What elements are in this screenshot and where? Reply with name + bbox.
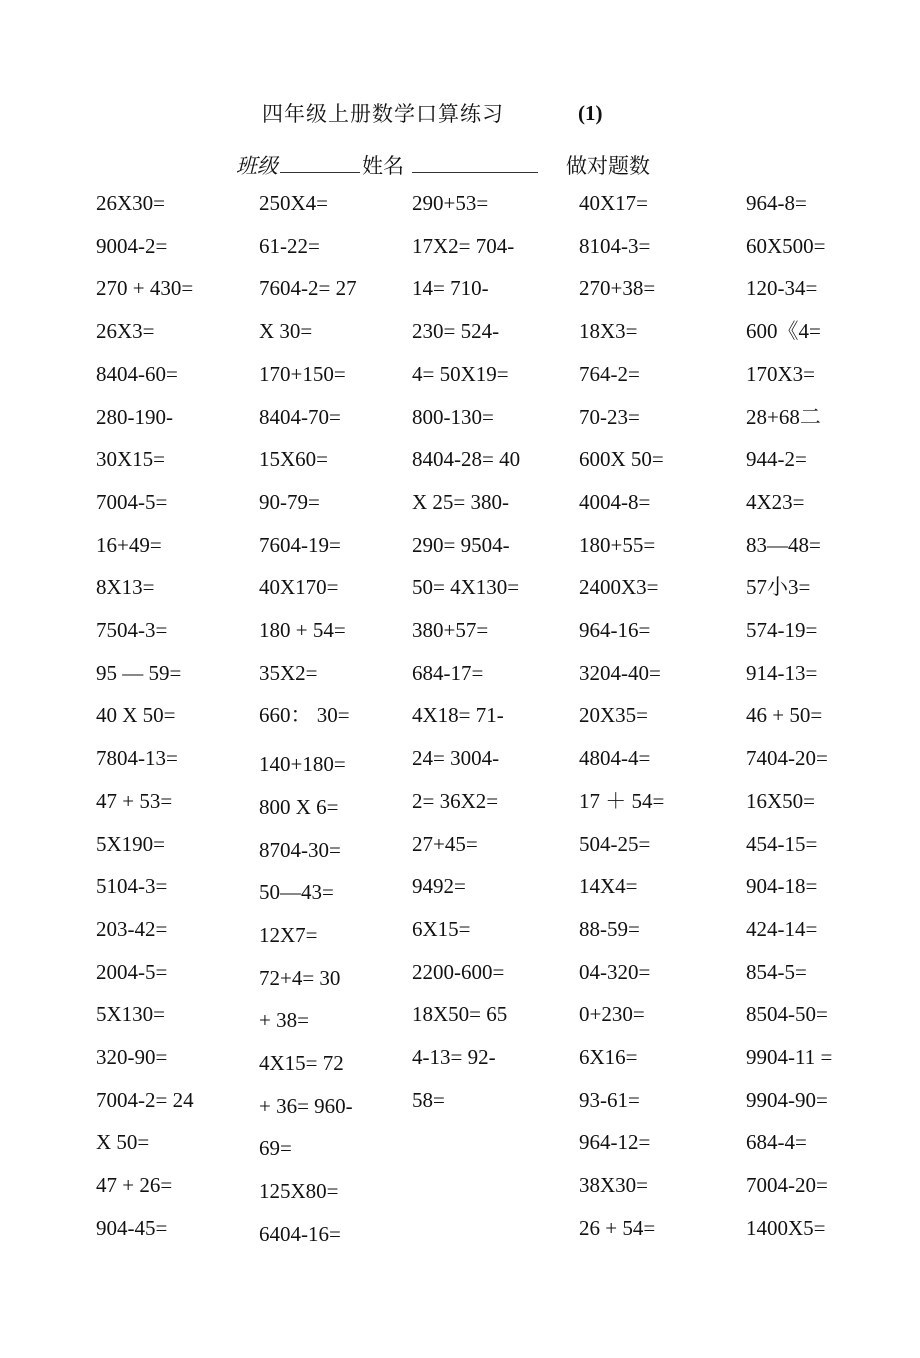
problem-item: 170X3=: [746, 361, 816, 386]
problem-item: 120-34=: [746, 276, 818, 301]
problem-item: 4= 50X19=: [412, 361, 509, 386]
problem-item: 57小3=: [746, 575, 811, 600]
problem-item: 4X18= 71-: [412, 703, 504, 728]
problem-item: X 25= 380-: [412, 489, 510, 514]
problem-item: 47 + 53=: [96, 788, 173, 813]
problem-item: 7604-2= 27: [259, 276, 357, 301]
problem-item: 904-45=: [96, 1215, 168, 1240]
page-title: 四年级上册数学口算练习: [262, 102, 504, 126]
problem-item: 290+53=: [412, 191, 489, 215]
problem-item: 854-5=: [746, 959, 807, 984]
problem-item: 270+38=: [579, 276, 656, 301]
problem-item: 424-14=: [746, 916, 818, 941]
problem-item: 203-42=: [96, 916, 168, 941]
problem-item: + 38=: [259, 1008, 309, 1033]
problem-item: 60X500=: [746, 233, 826, 258]
problem-item: 684-17=: [412, 660, 484, 685]
problem-item: 320-90=: [96, 1045, 168, 1069]
problem-item: 6404-16=: [259, 1221, 341, 1246]
problem-item: 964-12=: [579, 1130, 651, 1155]
problem-item: 904-18=: [746, 874, 818, 899]
problem-item: 7004-2= 24: [96, 1087, 194, 1112]
problem-item: 14X4=: [579, 874, 638, 899]
problem-item: 9904-11 =: [746, 1045, 833, 1069]
problem-item: 30X15=: [96, 447, 166, 472]
problem-item: 8X13=: [96, 575, 155, 600]
problem-item: 6X15=: [412, 916, 471, 941]
problem-item: 2004-5=: [96, 959, 168, 984]
problem-item: 40X170=: [259, 575, 339, 600]
problem-item: 26 + 54=: [579, 1215, 656, 1240]
problem-item: 46 + 50=: [746, 703, 823, 728]
student-info-row: [236, 150, 650, 180]
problem-item: 4-13= 92-: [412, 1045, 496, 1069]
problem-item: 2400X3=: [579, 575, 659, 600]
problem-item: 90-79=: [259, 489, 320, 514]
problem-item: 125X80=: [259, 1179, 339, 1204]
name-blank[interactable]: [412, 154, 538, 173]
problem-item: 7804-13=: [96, 746, 178, 771]
problem-item: 8404-60=: [96, 361, 178, 386]
problem-item: 5104-3=: [96, 874, 168, 899]
problem-item: 20X35=: [579, 703, 649, 728]
problem-item: 8104-3=: [579, 233, 651, 258]
problem-item: 9004-2=: [96, 233, 168, 258]
problem-item: 8404-70=: [259, 404, 341, 429]
problem-item: 4004-8=: [579, 489, 651, 514]
problem-item: 7504-3=: [96, 618, 168, 642]
problem-item: 38X30=: [579, 1173, 649, 1198]
problem-item: 660： 30=: [259, 703, 350, 728]
problem-item: 72+4= 30: [259, 965, 341, 990]
problem-item: 16+49=: [96, 532, 162, 557]
problem-item: 28+68二: [746, 404, 821, 429]
problem-item: 15X60=: [259, 447, 329, 472]
problem-item: 250X4=: [259, 191, 329, 215]
problem-item: 17X2= 704-: [412, 233, 515, 258]
problem-item: 70-23=: [579, 404, 640, 429]
problem-item: 504-25=: [579, 831, 651, 856]
problem-item: 280-190-: [96, 404, 173, 429]
problem-item: 2200-600=: [412, 959, 505, 984]
problem-item: 12X7=: [259, 922, 318, 947]
problem-item: 8404-28= 40: [412, 447, 521, 472]
problem-item: 26X3=: [96, 319, 155, 344]
class-label: 班级: [236, 154, 278, 178]
problem-item: 50= 4X130=: [412, 575, 520, 600]
problem-item: 170+150=: [259, 361, 346, 386]
problem-item: 270 + 430=: [96, 276, 194, 301]
problem-item: 93-61=: [579, 1087, 640, 1112]
problem-item: 2= 36X2=: [412, 788, 499, 813]
problem-item: 764-2=: [579, 361, 640, 386]
problem-item: 83—48=: [746, 532, 821, 557]
problem-item: 800 X 6=: [259, 794, 339, 819]
problem-item: 0+230=: [579, 1002, 645, 1027]
problem-item: 40 X 50=: [96, 703, 176, 728]
problem-item: 574-19=: [746, 618, 818, 642]
page-title-number: (1): [578, 101, 603, 125]
problem-item: 600《4=: [746, 319, 821, 344]
problem-item: 9492=: [412, 874, 466, 899]
problem-item: 95 — 59=: [96, 660, 182, 685]
problem-item: + 36= 960-: [259, 1093, 353, 1118]
problem-item: 6X16=: [579, 1045, 638, 1069]
problem-item: 17 ＋ 54=: [579, 788, 665, 813]
problem-item: 7004-20=: [746, 1173, 828, 1198]
problem-item: 964-8=: [746, 191, 807, 215]
problem-item: 04-320=: [579, 959, 651, 984]
problem-item: 18X50= 65: [412, 1002, 508, 1027]
problem-item: 290= 9504-: [412, 532, 510, 557]
problem-item: 58=: [412, 1087, 445, 1112]
problem-item: 914-13=: [746, 660, 818, 685]
problem-item: X 30=: [259, 319, 313, 344]
problem-item: 27+45=: [412, 831, 478, 856]
problem-item: 180 + 54=: [259, 618, 346, 642]
problem-item: 18X3=: [579, 319, 638, 344]
problem-item: 4X23=: [746, 489, 805, 514]
problem-item: 7404-20=: [746, 746, 828, 771]
correct-count-label: 做对题数: [566, 154, 650, 178]
problem-item: 88-59=: [579, 916, 640, 941]
problem-item: 5X130=: [96, 1002, 166, 1027]
problem-item: 9904-90=: [746, 1087, 828, 1112]
problem-item: 454-15=: [746, 831, 818, 856]
problem-item: 26X30=: [96, 191, 166, 215]
problem-item: 600X 50=: [579, 447, 664, 472]
problem-item: 7604-19=: [259, 532, 341, 557]
problem-item: 61-22=: [259, 233, 320, 258]
problem-item: 4804-4=: [579, 746, 651, 771]
problem-item: 4X15= 72: [259, 1051, 344, 1075]
problem-item: 800-130=: [412, 404, 494, 429]
problem-item: 50—43=: [259, 880, 334, 905]
problem-item: 944-2=: [746, 447, 807, 472]
problem-item: 69=: [259, 1136, 292, 1161]
class-blank[interactable]: [280, 154, 360, 173]
problem-item: 380+57=: [412, 618, 489, 642]
problem-item: 1400X5=: [746, 1215, 826, 1240]
problem-item: 140+180=: [259, 752, 346, 777]
problem-item: 14= 710-: [412, 276, 489, 301]
problem-item: X 50=: [96, 1130, 150, 1155]
problem-item: 7004-5=: [96, 489, 168, 514]
problem-item: 684-4=: [746, 1130, 807, 1155]
problem-item: 180+55=: [579, 532, 656, 557]
problem-item: 24= 3004-: [412, 746, 500, 771]
problem-item: 230= 524-: [412, 319, 500, 344]
problem-item: 35X2=: [259, 660, 318, 685]
problem-item: 8504-50=: [746, 1002, 828, 1027]
problem-item: 47 + 26=: [96, 1173, 173, 1198]
problem-item: 8704-30=: [259, 837, 341, 862]
problem-item: 16X50=: [746, 788, 816, 813]
problem-item: 3204-40=: [579, 660, 661, 685]
name-label: 姓名: [362, 154, 404, 178]
problem-item: 5X190=: [96, 831, 166, 856]
problem-item: 964-16=: [579, 618, 651, 642]
problem-item: 40X17=: [579, 191, 649, 215]
